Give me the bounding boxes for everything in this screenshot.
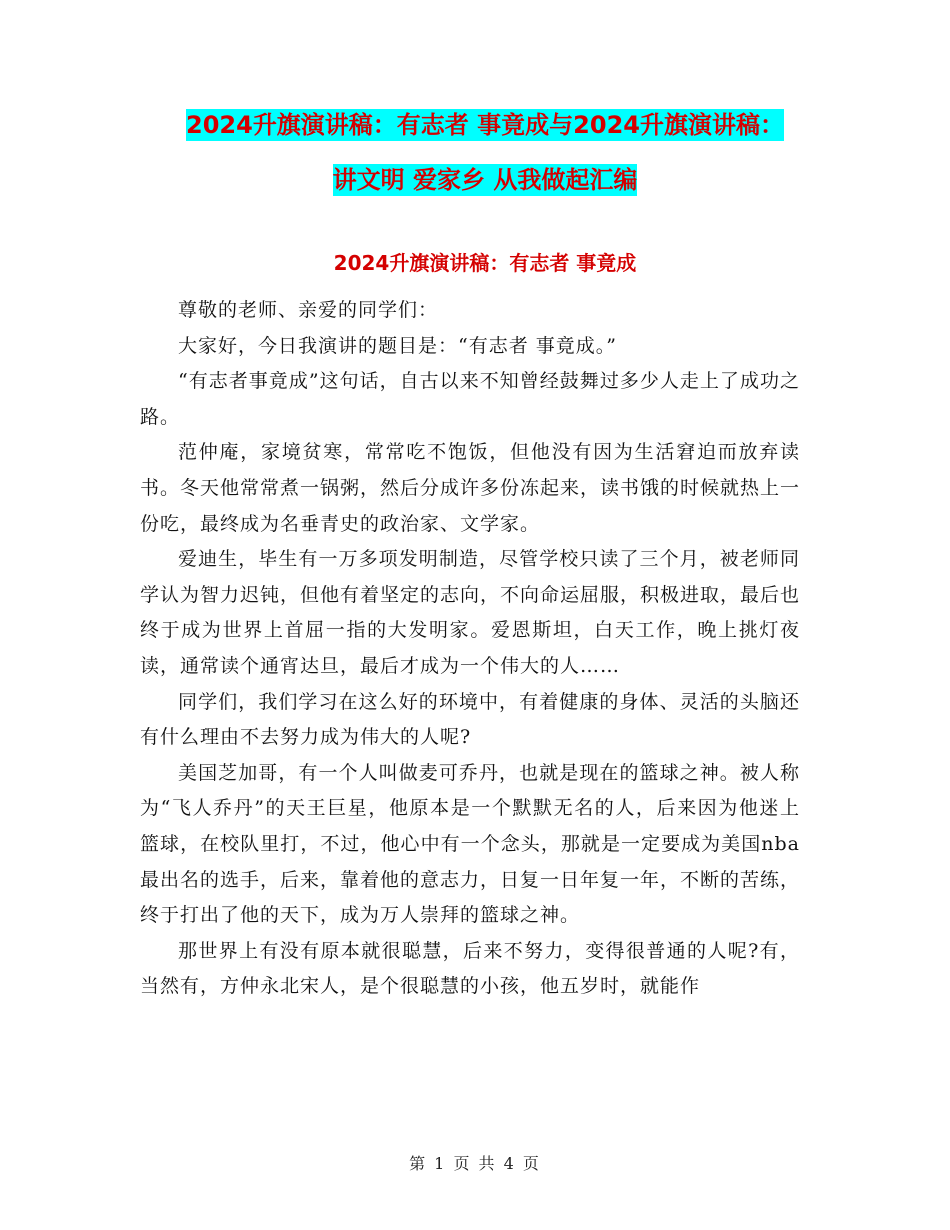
paragraph: 那世界上有没有原本就很聪慧，后来不努力，变得很普通的人呢?有，当然有，方仲永北宋人，是个很聪慧的小孩，他五岁时，就能作 xyxy=(140,939,800,998)
page-footer: 第 1 页 共 4 页 xyxy=(409,1154,541,1173)
paragraph: “有志者事竟成”这句话，自古以来不知曾经鼓舞过多少人走上了成功之路。 xyxy=(140,370,800,428)
document-title-line1: 2024升旗演讲稿：有志者 事竟成与2024升旗演讲稿： xyxy=(186,111,784,139)
body-text xyxy=(140,293,800,1005)
paragraph: 大家好，今日我演讲的题目是：“有志者 事竟成。” xyxy=(178,334,617,357)
document-title xyxy=(140,98,830,208)
paragraph-salutation: 尊敬的老师、亲爱的同学们： xyxy=(178,299,439,321)
paragraph: 范仲庵，家境贫寒，常常吃不饱饭，但他没有因为生活窘迫而放弃读书。冬天他常常煮一锅粥，然后分成许多份冻起来，读书饿的时候就热上一份吃，最终成为名垂青史的政治家、文学家。 xyxy=(140,441,801,535)
section-title: 2024升旗演讲稿：有志者 事竟成 xyxy=(333,251,637,275)
document-title-line2: 讲文明 爱家乡 从我做起汇编 xyxy=(332,166,638,194)
paragraph: 美国芝加哥，有一个人叫做麦可乔丹，也就是现在的篮球之神。被人称为“飞人乔丹”的天王巨星，他原本是一个默默无名的人，后来因为他迷上篮球，在校队里打，不过，他心中有一个念头，那就是一定要成为美国nba最出名的选手，后来，靠着他的意志力，日复一日年复一年，不断的苦练，终于打出了他的天下，成为万人崇拜的篮球之神。 xyxy=(140,761,801,927)
paragraph: 同学们，我们学习在这么好的环境中，有着健康的身体、灵活的头脑还有什么理由不去努力成为伟大的人呢? xyxy=(140,690,800,749)
paragraph: 爱迪生，毕生有一万多项发明制造，尽管学校只读了三个月，被老师同学认为智力迟钝，但他有着坚定的志向，不向命运屈服，积极进取，最后也终于成为世界上首屈一指的大发明家。爱恩斯坦，白天工作，晚上挑灯夜读，通常读个通宵达旦，最后才成为一个伟大的人…… xyxy=(140,548,801,677)
